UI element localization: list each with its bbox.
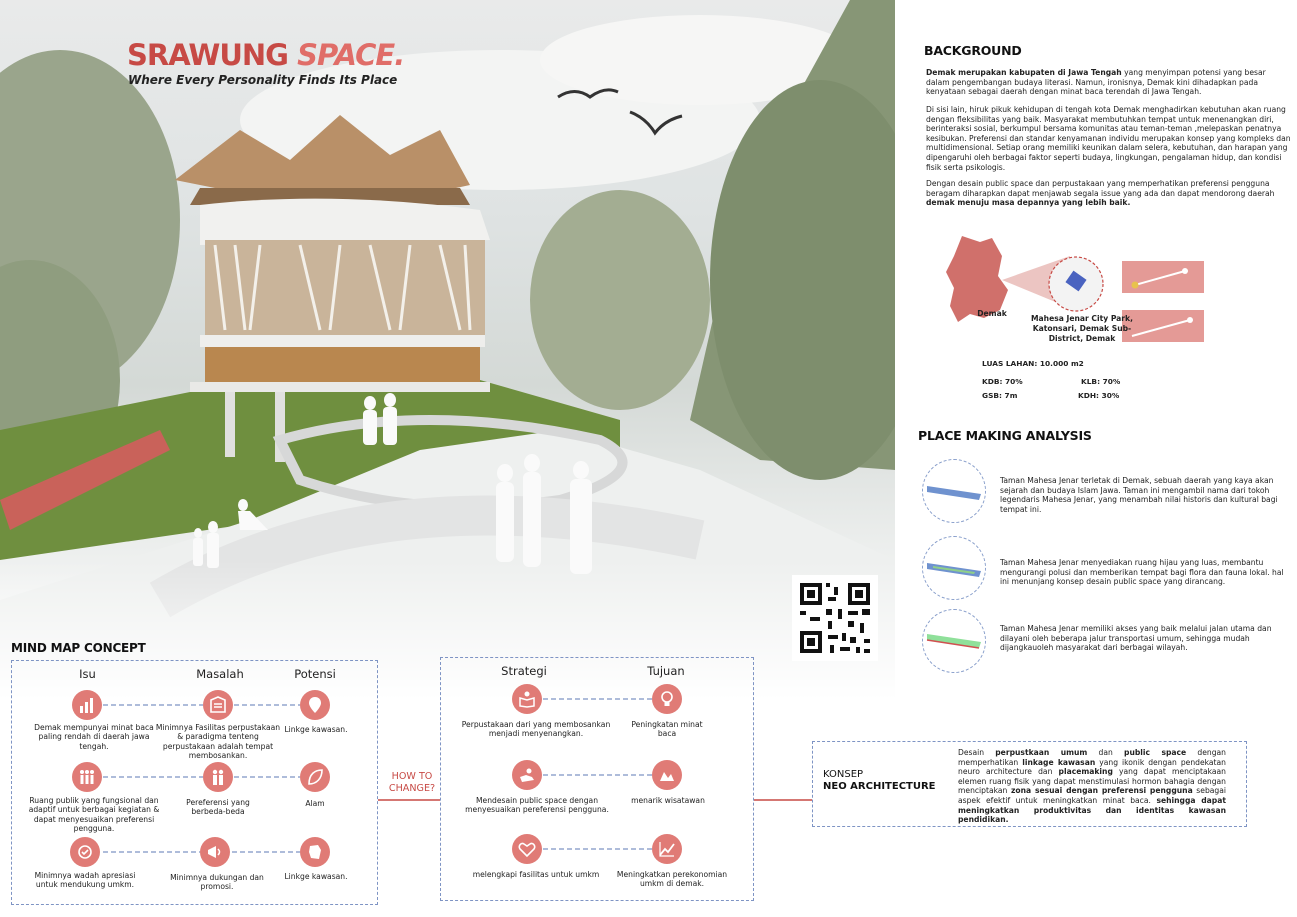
reading-chart-icon xyxy=(72,690,102,720)
library-icon xyxy=(203,690,233,720)
diverse-people-icon xyxy=(203,762,233,792)
column-tujuan: Tujuan xyxy=(647,664,685,678)
site-kdh: KDH: 30% xyxy=(1078,391,1120,400)
konsep-bold: zona sesuai dengan preferensi pengguna xyxy=(1010,786,1193,796)
background-p3-bold: demak menuju masa depannya yang lebih baik. xyxy=(926,198,1131,208)
konsep-text: sebagai aspek efektif untuk meningkatkan minat baca. xyxy=(958,786,1226,805)
site-kdb: KDB: 70% xyxy=(982,377,1023,386)
background-p1-bold: Demak merupakan kabupaten di Jawa Tengah xyxy=(926,68,1122,77)
tujuan-caption-1: Peningkatan minat baca xyxy=(631,720,703,739)
background-p3-rest: Dengan desain public space dan perpustakaan yang memperhatikan preferensi pengguna beragam diharapkan dapat menjawab segala issue yang ada dan dapat mendorong daerah xyxy=(926,179,1275,198)
konsep-description xyxy=(958,748,1226,825)
growth-chart-icon xyxy=(652,834,682,864)
strategi-caption-1: Perpustakaan dari yang membosankan menjadi menyenangkan. xyxy=(461,720,611,739)
location-pin-icon xyxy=(300,690,330,720)
map-label-demak: Demak xyxy=(977,309,1007,318)
design-hand-icon xyxy=(512,760,542,790)
konsep-bold: sehingga dapat meningkatkan produktivitas dan identitas kawasan pendidikan. xyxy=(958,795,1227,825)
konsep-text: dengan memperhatikan xyxy=(958,748,1226,767)
handshake-heart-icon xyxy=(512,834,542,864)
site-luas: LUAS LAHAN: 10.000 m2 xyxy=(982,359,1084,368)
potensi-caption-1: Linkge kawasan. xyxy=(284,725,348,734)
konsep-text: Desain xyxy=(958,748,996,757)
potensi-caption-3: Linkge kawasan. xyxy=(284,872,348,881)
title-part-a: SRAWUNG xyxy=(127,38,288,72)
isu-caption-1: Demak mempunyai minat baca paling rendah di daerah jawa tengah. xyxy=(34,723,154,751)
isu-caption-3: Minimnya wadah apresiasi untuk mendukung umkm. xyxy=(34,871,136,890)
background-p1-rest: yang menyimpan potensi yang besar dalam pengembangan budaya literasi. Namun, ironisnya, Demak kini dihadapkan pada kenyataan sebagai daerah dengan minat baca terendah di Jawa Tengah. xyxy=(926,68,1266,97)
tourist-icon xyxy=(652,760,682,790)
appreciation-icon xyxy=(70,837,100,867)
konsep-bold: placemaking xyxy=(1058,767,1113,777)
konsep-text: yang ikonik dengan pendekatan neuro architecture dan xyxy=(958,757,1226,777)
title-part-b: SPACE. xyxy=(297,38,405,72)
potensi-caption-2: Alam xyxy=(305,799,325,808)
site-gsb: GSB: 7m xyxy=(982,391,1018,400)
book-reader-icon xyxy=(512,684,542,714)
masalah-caption-3: Minimnya dukungan dan promosi. xyxy=(170,873,264,892)
column-potensi: Potensi xyxy=(294,667,336,681)
konsep-label: KONSEP xyxy=(823,769,864,780)
konsep-name: NEO ARCHITECTURE xyxy=(823,781,936,792)
tujuan-caption-3: Meningkatkan perekonomian umkm di demak. xyxy=(616,870,728,889)
strategi-caption-2: Mendesain public space dengan menyesuaikan pereferensi pengguna. xyxy=(465,796,609,815)
konsep-text: yang dapat menciptakaan elemen ruang fisik yang dapat menstimulasi hormon bahagia dengan menciptakan xyxy=(958,767,1226,796)
how-to-change-label: HOW TO CHANGE? xyxy=(388,771,436,794)
people-group-icon xyxy=(72,762,102,792)
placemaking-text-1: Taman Mahesa Jenar terletak di Demak, sebuah daerah yang kaya akan sejarah dan budaya Islam Jawa. Taman ini mengambil nama dari tokoh legendaris Mahesa Jenar, yang menambah nilai historis dan kultural bagi tempat ini. xyxy=(1000,476,1278,514)
background-heading: BACKGROUND xyxy=(924,43,1022,58)
isu-caption-2: Ruang publik yang fungsional dan adaptif untuk berbagai kegiatan & dapat menyesuaikan preferensi pengguna. xyxy=(28,796,160,834)
nature-leaf-icon xyxy=(300,762,330,792)
konsep-bold: linkage kawasan xyxy=(1022,757,1096,767)
site-klb: KLB: 70% xyxy=(1081,377,1121,386)
konsep-title xyxy=(823,769,936,793)
konsep-text: dan xyxy=(1087,748,1125,757)
mindmap-heading: MIND MAP CONCEPT xyxy=(11,641,146,655)
site-location: Mahesa Jenar City Park, Katonsari, Demak Sub-District, Demak xyxy=(1031,314,1133,343)
column-strategi: Strategi xyxy=(501,664,547,678)
placemaking-heading: PLACE MAKING ANALYSIS xyxy=(918,428,1092,443)
placemaking-text-3: Taman Mahesa Jenar memiliki akses yang baik melalui jalan utama dan dilayani oleh beberapa jalur transportasi umum, sehingga mudah dijangkauoleh masyarakat dari berbagai wilayah. xyxy=(1000,624,1272,653)
poster-subtitle: Where Every Personality Finds Its Place xyxy=(128,73,398,87)
map-region-icon xyxy=(300,837,330,867)
tujuan-caption-2: menarik wisatawan xyxy=(631,796,705,805)
masalah-caption-1: Minimnya Fasilitas perpustakaan & paradigma tenteng perpustakaan adalah tempat membosankan. xyxy=(155,723,281,761)
column-isu: Isu xyxy=(79,667,96,681)
background-paragraph-2: Di sisi lain, hiruk pikuk kehidupan di tengah kota Demak menghadirkan kebutuhan akan ruang dengan fleksibilitas yang baik. Masyarakat membutuhkan tempat untuk menenangkan diri, berinteraksi sosial, berkumpul bersama komunitas atau teman-teman ,melepaskan penatnya kesibukan. Preferensi dan standar kenyamanan individu merupakan konsep yang kompleks dan multidimensional. Setiap orang memiliki keunikan dalam selera, kebutuhan, dan harapan yang dipengaruhi oleh berbagai faktor seperti budaya, lingkungan, pengalaman hidup, dan kondisi fisik serta psikologis. xyxy=(926,105,1291,172)
strategi-caption-3: melengkapi fasilitas untuk umkm xyxy=(472,870,600,879)
placemaking-text-2: Taman Mahesa Jenar menyediakan ruang hijau yang luas, membantu mengurangi polusi dan memberikan tempat bagi flora dan fauna lokal. hal ini menunjang konsep desain public space yang dirancang. xyxy=(1000,558,1284,587)
masalah-caption-2: Pereferensi yang berbeda-beda xyxy=(186,798,250,817)
promotion-megaphone-icon xyxy=(200,837,230,867)
konsep-bold: public space xyxy=(1124,748,1187,757)
column-masalah: Masalah xyxy=(196,667,244,681)
lightbulb-icon xyxy=(652,684,682,714)
konsep-bold: perpustkaan umum xyxy=(995,748,1088,757)
